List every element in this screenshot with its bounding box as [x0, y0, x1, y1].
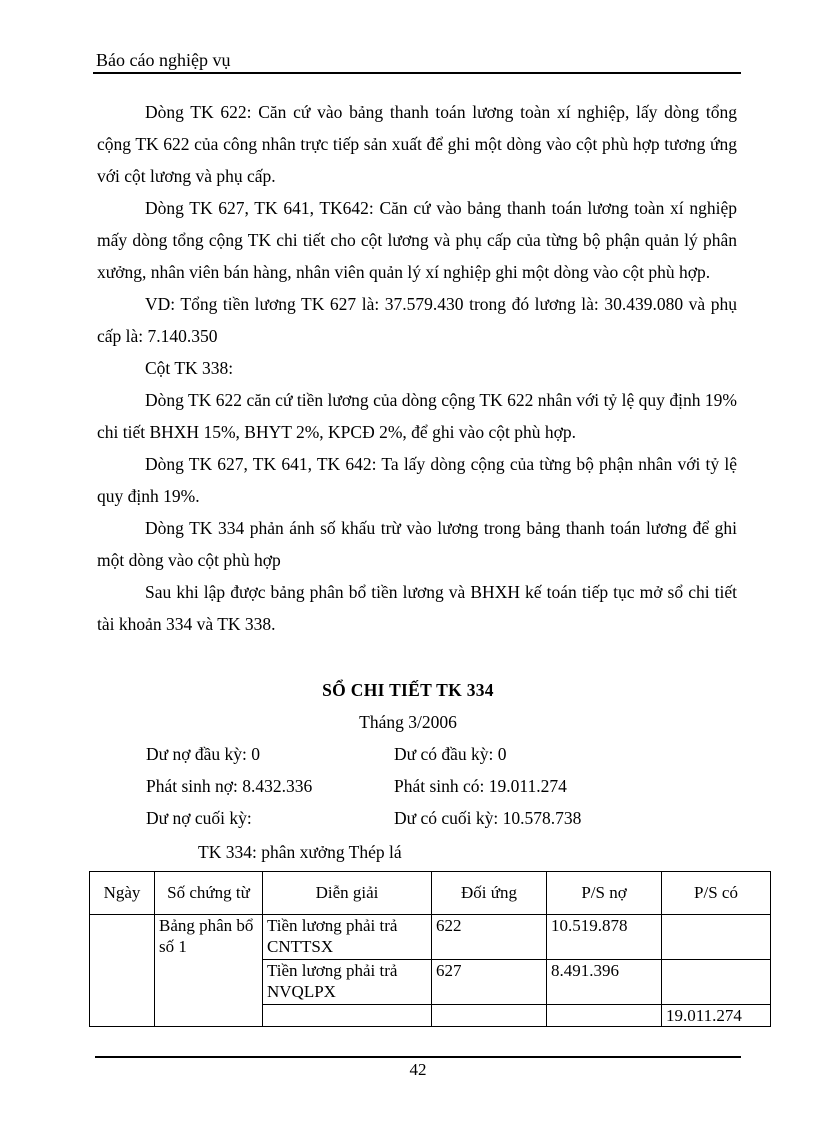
- table-header-row: [90, 872, 771, 915]
- credit-cell: [662, 915, 771, 960]
- paragraph: Dòng TK 627, TK 641, TK642: Căn cứ vào bảng thanh toán lương toàn xí nghiệp mấy dòng tổng cộng TK chi tiết cho cột lương và phụ cấp của từng bộ phận quản lý phân xưởng, nhân viên bán hàng, nhân viên quản lý xí nghiệp ghi một dòng vào cột phù hợp.: [97, 198, 737, 282]
- paragraph: Dòng TK 622 căn cứ tiền lương của dòng cộng TK 622 nhân với tỷ lệ quy định 19% chi tiết BHXH 15%, BHYT 2%, KPCĐ 2%, để ghi vào cột phù hợp.: [97, 390, 737, 442]
- account-cell: 627: [432, 960, 547, 1005]
- footer-rule: [95, 1056, 741, 1058]
- debit-cell: 10.519.878: [547, 915, 662, 960]
- column-header-credit: P/S có: [662, 872, 771, 915]
- credit-arising: Phát sinh có: 19.011.274: [394, 776, 567, 796]
- header-rule: [93, 72, 741, 74]
- debit-arising: Phát sinh nợ: 8.432.336: [146, 776, 313, 796]
- document-cell: Bảng phân bổ số 1: [155, 915, 263, 1027]
- ledger-table: [89, 871, 771, 1027]
- column-header-description: Diễn giải: [263, 872, 432, 915]
- body-text: [97, 96, 737, 640]
- closing-credit-balance: Dư có cuối kỳ: 10.578.738: [394, 808, 582, 828]
- page-number: 42: [409, 1060, 427, 1079]
- column-header-document: Số chứng từ: [155, 872, 263, 915]
- description-cell: Tiền lương phải trả CNTTSX: [263, 915, 432, 960]
- credit-cell: [662, 960, 771, 1005]
- account-cell: 622: [432, 915, 547, 960]
- opening-credit-balance: Dư có đầu kỳ: 0: [394, 744, 507, 764]
- column-header-account: Đối ứng: [432, 872, 547, 915]
- ledger-title: SỔ CHI TIẾT TK 334: [322, 680, 494, 700]
- sub-account-label: TK 334: phân xưởng Thép lá: [198, 842, 402, 862]
- closing-debit-balance: Dư nợ cuối kỳ:: [146, 808, 252, 828]
- header-title: Báo cáo nghiệp vụ: [96, 50, 231, 70]
- paragraph: Cột TK 338:: [145, 358, 234, 378]
- description-cell: Tiền lương phải trả NVQLPX: [263, 960, 432, 1005]
- paragraph: Sau khi lập được bảng phân bổ tiền lương và BHXH kế toán tiếp tục mở sổ chi tiết tài khoản 334 và TK 338.: [97, 582, 737, 634]
- opening-debit-balance: Dư nợ đầu kỳ: 0: [146, 744, 261, 764]
- date-cell: [90, 915, 155, 1027]
- debit-cell: [547, 1005, 662, 1027]
- paragraph: Dòng TK 334 phản ánh số khấu trừ vào lương trong bảng thanh toán lương để ghi một dòng vào cột phù hợp: [97, 518, 737, 570]
- account-cell: [432, 1005, 547, 1027]
- description-cell: [263, 1005, 432, 1027]
- paragraph: Dòng TK 622: Căn cứ vào bảng thanh toán lương toàn xí nghiệp, lấy dòng tổng cộng TK 622 của công nhân trực tiếp sản xuất để ghi một dòng vào cột phù hợp tương ứng với cột lương và phụ cấp.: [97, 102, 737, 186]
- credit-cell: 19.011.274: [662, 1005, 771, 1027]
- column-header-date: Ngày: [90, 872, 155, 915]
- ledger-month: Tháng 3/2006: [359, 712, 457, 732]
- paragraph: VD: Tổng tiền lương TK 627 là: 37.579.430 trong đó lương là: 30.439.080 và phụ cấp là: 7.140.350: [97, 294, 737, 346]
- debit-cell: 8.491.396: [547, 960, 662, 1005]
- column-header-debit: P/S nợ: [547, 872, 662, 915]
- paragraph: Dòng TK 627, TK 641, TK 642: Ta lấy dòng cộng của từng bộ phận nhân với tỷ lệ quy định 19%.: [97, 454, 737, 506]
- table-row: [90, 915, 771, 960]
